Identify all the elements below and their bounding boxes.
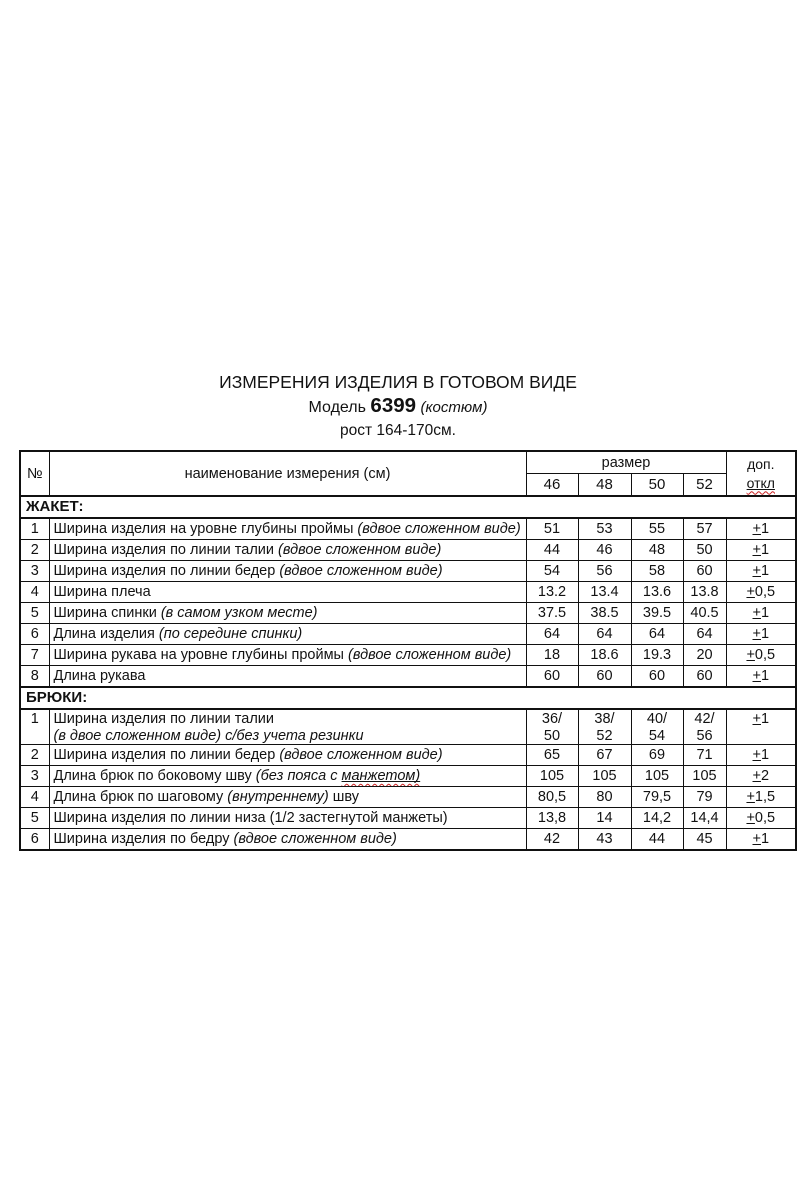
- size-value: 58: [631, 561, 683, 582]
- measurement-name: Ширина изделия по линии бедер (вдвое сложенном виде): [49, 561, 526, 582]
- size-value: 13.8: [683, 582, 726, 603]
- row-number: 6: [20, 624, 49, 645]
- size-value: 105: [631, 766, 683, 787]
- measurement-name: Ширина изделия по линии низа (1/2 застегнутой манжеты): [49, 808, 526, 829]
- row-number: 7: [20, 645, 49, 666]
- measurement-row: [20, 666, 796, 688]
- size-value: 64: [578, 624, 631, 645]
- tolerance-label-top: доп.: [747, 455, 775, 472]
- tolerance-value: +1: [726, 624, 796, 645]
- size-value: 48: [631, 540, 683, 561]
- document-title: ИЗМЕРЕНИЯ ИЗДЕЛИЯ В ГОТОВОМ ВИДЕ: [219, 372, 577, 392]
- size-value: 56: [578, 561, 631, 582]
- size-value: 65: [526, 745, 578, 766]
- measurement-row: [20, 829, 796, 851]
- measurement-name: Длина изделия (по середине спинки): [49, 624, 526, 645]
- header-row-top: [20, 451, 796, 474]
- size-value: 37.5: [526, 603, 578, 624]
- size-value: 79: [683, 787, 726, 808]
- size-value: 64: [683, 624, 726, 645]
- tolerance-value: +1,5: [726, 787, 796, 808]
- section-header-row: [20, 496, 796, 518]
- row-number: 5: [20, 603, 49, 624]
- row-number: 3: [20, 561, 49, 582]
- measurement-name: Ширина изделия по линии талии (в двое сложенном виде) с/без учета резинки: [49, 709, 526, 745]
- size-value: 18: [526, 645, 578, 666]
- size-value: 69: [631, 745, 683, 766]
- row-number: 1: [20, 518, 49, 540]
- measurement-name: Ширина спинки (в самом узком месте): [49, 603, 526, 624]
- measurement-name: Ширина изделия по линии бедер (вдвое сложенном виде): [49, 745, 526, 766]
- tolerance-value: +1: [726, 561, 796, 582]
- row-number: 6: [20, 829, 49, 851]
- tolerance-value: +0,5: [726, 645, 796, 666]
- size-value: 105: [526, 766, 578, 787]
- size-value: 38/ 52: [578, 709, 631, 745]
- row-number: 8: [20, 666, 49, 688]
- row-number: 2: [20, 540, 49, 561]
- measurements-table-body: [20, 496, 796, 850]
- size-value: 80: [578, 787, 631, 808]
- measurement-name: Длина рукава: [49, 666, 526, 688]
- size-value: 42/ 56: [683, 709, 726, 745]
- size-value: 39.5: [631, 603, 683, 624]
- model-label: Модель: [308, 399, 366, 416]
- size-value: 44: [526, 540, 578, 561]
- row-number: 1: [20, 709, 49, 745]
- measurement-row: [20, 645, 796, 666]
- size-value: 80,5: [526, 787, 578, 808]
- size-value: 38.5: [578, 603, 631, 624]
- col-header-tolerance: [726, 451, 796, 496]
- tolerance-label-bottom: откл: [746, 474, 775, 491]
- size-value: 60: [631, 666, 683, 688]
- size-value: 42: [526, 829, 578, 851]
- measurement-row: [20, 603, 796, 624]
- measurement-name: Ширина рукава на уровне глубины проймы (вдвое сложенном виде): [49, 645, 526, 666]
- size-value: 50: [683, 540, 726, 561]
- measurement-row: [20, 745, 796, 766]
- size-value: 60: [578, 666, 631, 688]
- col-header-size-group: размер: [526, 451, 726, 474]
- size-value: 105: [578, 766, 631, 787]
- row-number: 4: [20, 582, 49, 603]
- measurement-row: [20, 787, 796, 808]
- tolerance-value: +2: [726, 766, 796, 787]
- size-value: 53: [578, 518, 631, 540]
- measurement-name: Ширина изделия на уровне глубины проймы (вдвое сложенном виде): [49, 518, 526, 540]
- measurement-row: [20, 582, 796, 603]
- tolerance-value: +1: [726, 666, 796, 688]
- col-header-name: наименование измерения (см): [49, 451, 526, 496]
- size-value: 64: [631, 624, 683, 645]
- size-value: 14: [578, 808, 631, 829]
- size-value: 54: [526, 561, 578, 582]
- measurement-row: [20, 518, 796, 540]
- tolerance-value: +1: [726, 745, 796, 766]
- col-header-size-50: 50: [631, 474, 683, 497]
- section-header-row: [20, 687, 796, 709]
- model-number: 6399: [370, 394, 417, 417]
- size-value: 13.6: [631, 582, 683, 603]
- row-number: 3: [20, 766, 49, 787]
- size-value: 36/ 50: [526, 709, 578, 745]
- row-number: 4: [20, 787, 49, 808]
- tolerance-value: +0,5: [726, 808, 796, 829]
- row-number: 5: [20, 808, 49, 829]
- size-value: 43: [578, 829, 631, 851]
- section-label: ЖАКЕТ:: [20, 496, 796, 518]
- size-value: 13.4: [578, 582, 631, 603]
- model-line: [0, 394, 796, 420]
- measurement-row: [20, 808, 796, 829]
- col-header-size-52: 52: [683, 474, 726, 497]
- size-value: 51: [526, 518, 578, 540]
- size-value: 71: [683, 745, 726, 766]
- size-value: 13.2: [526, 582, 578, 603]
- measurement-row: [20, 561, 796, 582]
- section-label: БРЮКИ:: [20, 687, 796, 709]
- height-range: рост 164-170см.: [340, 422, 456, 439]
- size-value: 60: [683, 561, 726, 582]
- measurement-name: Длина брюк по шаговому (внутреннему) шву: [49, 787, 526, 808]
- tolerance-value: +1: [726, 829, 796, 851]
- size-value: 40/ 54: [631, 709, 683, 745]
- tolerance-value: +1: [726, 603, 796, 624]
- model-note: (костюм): [420, 399, 488, 416]
- size-value: 13,8: [526, 808, 578, 829]
- tolerance-value: +0,5: [726, 582, 796, 603]
- measurement-row: [20, 624, 796, 645]
- size-value: 45: [683, 829, 726, 851]
- tolerance-value: +1: [726, 540, 796, 561]
- size-value: 79,5: [631, 787, 683, 808]
- size-value: 46: [578, 540, 631, 561]
- measurement-name: Ширина плеча: [49, 582, 526, 603]
- size-value: 18.6: [578, 645, 631, 666]
- size-value: 60: [683, 666, 726, 688]
- measurement-row: [20, 709, 796, 745]
- document-title-block: [0, 371, 796, 441]
- measurement-name: Ширина изделия по бедру (вдвое сложенном виде): [49, 829, 526, 851]
- measurement-row: [20, 540, 796, 561]
- measurement-name: Длина брюк по боковому шву (без пояса с манжетом): [49, 766, 526, 787]
- col-header-size-46: 46: [526, 474, 578, 497]
- col-header-number: №: [20, 451, 49, 496]
- col-header-size-48: 48: [578, 474, 631, 497]
- size-value: 14,2: [631, 808, 683, 829]
- size-value: 20: [683, 645, 726, 666]
- size-value: 44: [631, 829, 683, 851]
- size-value: 60: [526, 666, 578, 688]
- tolerance-value: +1: [726, 518, 796, 540]
- measurement-row: [20, 766, 796, 787]
- size-value: 55: [631, 518, 683, 540]
- size-value: 64: [526, 624, 578, 645]
- tolerance-value: +1: [726, 709, 796, 745]
- size-value: 19.3: [631, 645, 683, 666]
- size-value: 40.5: [683, 603, 726, 624]
- row-number: 2: [20, 745, 49, 766]
- size-value: 57: [683, 518, 726, 540]
- measurements-table: [19, 450, 797, 851]
- size-value: 67: [578, 745, 631, 766]
- size-value: 14,4: [683, 808, 726, 829]
- measurement-name: Ширина изделия по линии талии (вдвое сложенном виде): [49, 540, 526, 561]
- size-value: 105: [683, 766, 726, 787]
